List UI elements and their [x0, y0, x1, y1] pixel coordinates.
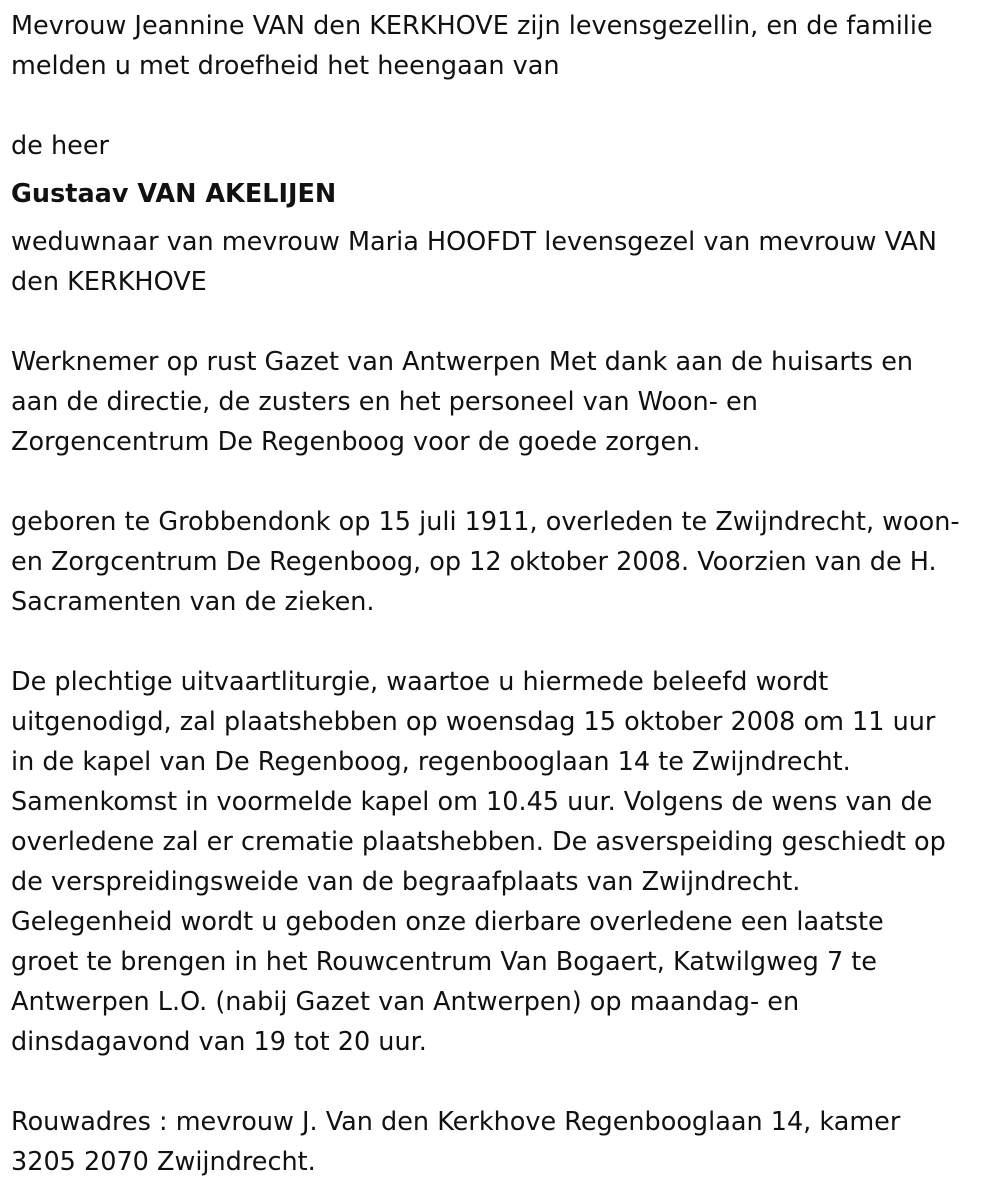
funeral-line: overledene zal er crematie plaatshebben. De asverspeiding geschiedt op — [11, 827, 946, 857]
relation-line: weduwnaar van mevrouw Maria HOOFDT levensgezel van mevrouw VAN — [11, 227, 937, 257]
address-paragraph — [11, 1102, 900, 1182]
funeral-line: de verspreidingsweide van de begraafplaats van Zwijndrecht. — [11, 867, 801, 897]
funeral-line: dinsdagavond van 19 tot 20 uur. — [11, 1027, 427, 1057]
address-line: Rouwadres : mevrouw J. Van den Kerkhove Regenbooglaan 14, kamer — [11, 1107, 901, 1137]
birth-death-line: geboren te Grobbendonk op 15 juli 1911, overleden te Zwijndrecht, woon- — [11, 507, 960, 537]
funeral-line: Gelegenheid wordt u geboden onze dierbare overledene een laatste — [11, 907, 884, 937]
thanks-line: Werknemer op rust Gazet van Antwerpen Met dank aan de huisarts en — [11, 347, 914, 377]
intro-line: Mevrouw Jeannine VAN den KERKHOVE zijn levensgezellin, en de familie — [11, 11, 933, 41]
thanks-line: Zorgencentrum De Regenboog voor de goede zorgen. — [11, 427, 701, 457]
deceased-name: Gustaav VAN AKELIJEN — [11, 179, 337, 209]
address-line: 3205 2070 Zwijndrecht. — [11, 1147, 316, 1177]
funeral-line: Samenkomst in voormelde kapel om 10.45 uur. Volgens de wens van de — [11, 787, 933, 817]
birth-death-line: Sacramenten van de zieken. — [11, 587, 375, 617]
funeral-paragraph — [11, 662, 946, 1062]
funeral-line: uitgenodigd, zal plaatshebben op woensdag 15 oktober 2008 om 11 uur — [11, 707, 936, 737]
intro-paragraph — [11, 6, 933, 86]
funeral-line: De plechtige uitvaartliturgie, waartoe u hiermede beleefd wordt — [11, 667, 829, 697]
birth-death-line: en Zorgcentrum De Regenboog, op 12 oktober 2008. Voorzien van de H. — [11, 547, 937, 577]
funeral-line: groet te brengen in het Rouwcentrum Van Bogaert, Katwilgweg 7 te — [11, 947, 877, 977]
thanks-paragraph — [11, 342, 913, 462]
funeral-line: in de kapel van De Regenboog, regenbooglaan 14 te Zwijndrecht. — [11, 747, 851, 777]
thanks-line: aan de directie, de zusters en het personeel van Woon- en — [11, 387, 758, 417]
funeral-line: Antwerpen L.O. (nabij Gazet van Antwerpen) op maandag- en — [11, 987, 800, 1017]
relation-paragraph — [11, 222, 937, 302]
intro-line: melden u met droefheid het heengaan van — [11, 51, 560, 81]
title-prefix: de heer — [11, 131, 110, 161]
relation-line: den KERKHOVE — [11, 267, 207, 297]
birth-death-paragraph — [11, 502, 960, 622]
